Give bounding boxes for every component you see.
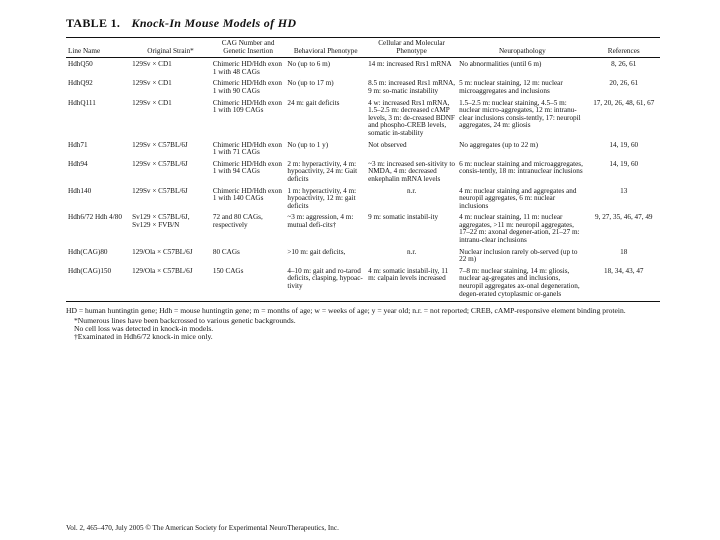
table-cell: 72 and 80 CAGs, respectively bbox=[212, 213, 263, 229]
table-row bbox=[66, 213, 660, 247]
table-cell: 150 CAGs bbox=[212, 266, 244, 275]
column-header: Line Name bbox=[68, 46, 101, 55]
table-cell: Chimeric HD/Hdh exon 1 with 109 CAGs bbox=[212, 98, 282, 115]
table-cell: 129Sv × CD1 bbox=[132, 98, 172, 107]
table-cell: 4–10 m: gait and ro-tarod deficits, clasping, hypoac-tivity bbox=[287, 266, 363, 291]
table-row bbox=[66, 187, 660, 214]
table-cell: Sv129 × C57BL/6J, Sv129 × FVB/N bbox=[132, 213, 190, 229]
table-cell: ~3 m: increased sen-sitivity to NMDA, 4 m: decreased enkephalin mRNA levels bbox=[368, 159, 455, 183]
table-cell: 24 m: gait deficits bbox=[287, 98, 340, 107]
table-cell: Hdh140 bbox=[68, 186, 92, 195]
table-row bbox=[66, 79, 660, 98]
table-cell: 80 CAGs bbox=[212, 247, 240, 256]
table-cell: No aggregates (up to 22 m) bbox=[459, 140, 538, 149]
table-cell: n.r. bbox=[407, 247, 417, 256]
column-header: Original Strain* bbox=[147, 46, 194, 55]
table-cell: >10 m: gait deficits, bbox=[287, 247, 346, 256]
table-cell: HdhQ111 bbox=[68, 98, 96, 107]
table-cell: Nuclear inclusion rarely ob-served (up to 22 m) bbox=[459, 247, 578, 264]
table-row bbox=[66, 99, 660, 141]
table-row bbox=[66, 141, 660, 160]
table-cell: 4 m: nuclear staining and aggregates and neuropil aggregates, 6 m: nuclear inclusions bbox=[459, 186, 577, 210]
table-cell: Hdh6/72 Hdh 4/80 bbox=[68, 213, 122, 222]
table-cell: HdhQ92 bbox=[68, 79, 93, 88]
table-cell: 18, 34, 43, 47 bbox=[603, 266, 644, 275]
table-cell: 6 m: nuclear staining and microaggregates, consis-tently, 18 m: intranuclear inclusions bbox=[459, 159, 583, 176]
journal-footer: Vol. 2, 465–470, July 2005 © The American Society for Experimental NeuroTherapeutics, Inc. bbox=[66, 524, 339, 532]
table-cell: 4 m: somatic instabil-ity, 11 m: calpain levels increased bbox=[368, 266, 449, 283]
table-cell: 129/Ola × C57BL/6J bbox=[132, 247, 193, 256]
table-cell: 5 m: nuclear staining, 12 m: nuclear microaggregates and inclusions bbox=[459, 79, 563, 95]
footnote-cell-loss: No cell loss was detected in knock-in models. bbox=[74, 324, 214, 334]
table-cell: 129Sv × C57BL/6J bbox=[132, 186, 188, 195]
table-cell: No abnormalities (until 6 m) bbox=[459, 60, 542, 69]
table-row bbox=[66, 160, 660, 187]
table-cell: 2 m: hyperactivity, 4 m: hypoactivity, 24 m: Gait deficits bbox=[287, 159, 358, 183]
table-cell: 129/Ola × C57BL/6J bbox=[132, 266, 193, 275]
table-cell: Chimeric HD/Hdh exon 1 with 90 CAGs bbox=[212, 79, 282, 95]
column-header: Behavioral Phenotype bbox=[293, 46, 358, 55]
table-cell: 4 m: nuclear staining, 11 m: nuclear aggregates, >11 m: neuropil aggregates, 17–22 m: axonal degener-ation, 21–27 m: intranu-clear inclusions bbox=[459, 213, 580, 245]
table-row bbox=[66, 58, 660, 79]
table-cell: Chimeric HD/Hdh exon 1 with 140 CAGs bbox=[212, 186, 282, 203]
footnote-strains: *Numerous lines have been backcrossed to various genetic backgrounds. bbox=[74, 315, 296, 325]
table-cell: 8.5 m: increased Rrs1 mRNA, 9 m: so-matic instability bbox=[368, 79, 456, 95]
paper-page bbox=[66, 14, 660, 342]
table-cell: Hdh94 bbox=[68, 159, 88, 168]
table-cell: n.r. bbox=[407, 186, 417, 195]
table-cell: 129Sv × CD1 bbox=[132, 79, 172, 88]
table-cell: Chimeric HD/Hdh exon 1 with 48 CAGs bbox=[212, 60, 282, 76]
table-row bbox=[66, 267, 660, 301]
table-cell: 20, 26, 61 bbox=[609, 79, 639, 88]
table-label: TABLE 1. bbox=[66, 16, 121, 30]
column-header: Neuropathology bbox=[498, 46, 546, 55]
table-cell: ~3 m: aggression, 4 m: mutual defi-cits† bbox=[287, 213, 354, 229]
table-notes bbox=[66, 307, 660, 342]
table-row bbox=[66, 248, 660, 267]
table-cell: 7–8 m: nuclear staining, 14 m: gliosis, nuclear ag-gregates and inclusions, neuropil aggregates ax-onal degeneration, degen-erated cytoplasmic or-ganels bbox=[459, 266, 580, 298]
table-cell: 4 w: increased Rrs1 mRNA, 1.5–2.5 m: decreased cAMP levels, 3 m: de-creased BDNF and phospho-CREB levels, somatic in-stability bbox=[368, 98, 455, 137]
table-cell: Chimeric HD/Hdh exon 1 with 94 CAGs bbox=[212, 159, 282, 176]
table-cell: 13 bbox=[620, 186, 628, 195]
table-cell: 14, 19, 60 bbox=[609, 140, 639, 149]
footnote-examinated: †Examinated in Hdh6/72 knock-in mice only. bbox=[74, 332, 213, 342]
table-cell: Hdh(CAG)80 bbox=[68, 247, 108, 256]
table-cell: 9 m: somatic instabil-ity bbox=[368, 213, 439, 222]
table-cell: 18 bbox=[620, 247, 628, 256]
table-cell: 1 m: hyperactivity, 4 m: hypoactivity, 12 m: gait deficits bbox=[287, 186, 357, 210]
table-cell: 14 m: increased Rrs1 mRNA bbox=[368, 60, 452, 69]
table-cell: Hdh(CAG)150 bbox=[68, 266, 112, 275]
table-cell: 129Sv × C57BL/6J bbox=[132, 159, 188, 168]
table-cell: No (up to 1 y) bbox=[287, 140, 329, 149]
table-cell: No (up to 6 m) bbox=[287, 60, 331, 69]
table-cell: HdhQ50 bbox=[68, 60, 93, 69]
table-cell: No (up to 17 m) bbox=[287, 79, 334, 88]
column-header: CAG Number and Genetic Insertion bbox=[221, 39, 275, 55]
table-header-row bbox=[66, 38, 660, 57]
table-title bbox=[66, 16, 660, 31]
table-cell: Chimeric HD/Hdh exon 1 with 71 CAGs bbox=[212, 140, 282, 157]
table-cell: 17, 20, 26, 48, 61, 67 bbox=[593, 98, 655, 107]
column-header: Cellular and Molecular Phenotype bbox=[378, 39, 445, 55]
abbreviations-note: HD = human huntingtin gene; Hdh = mouse huntingtin gene; m = months of age; w = weeks of age; y = year old; n.r. = not reported; CREB, cAMP-responsive element binding protein. bbox=[66, 306, 626, 316]
column-header: References bbox=[607, 46, 640, 55]
table-cell: 9, 27, 35, 46, 47, 49 bbox=[595, 213, 653, 222]
table-cell: 129Sv × C57BL/6J bbox=[132, 140, 188, 149]
table-cell: Not observed bbox=[368, 140, 407, 149]
table-cell: 14, 19, 60 bbox=[609, 159, 639, 168]
table-cell: 8, 26, 61 bbox=[611, 60, 637, 69]
table-cell: 129Sv × CD1 bbox=[132, 60, 172, 69]
bottom-rule bbox=[66, 301, 660, 302]
knock-in-table bbox=[66, 38, 660, 301]
table-cell: Hdh71 bbox=[68, 140, 88, 149]
table-cell: 1.5–2.5 m: nuclear staining, 4.5–5 m: nuclear micro-aggregates, 12 m: intranu-clear inclusions consis-tently, 17: neuropil aggregates, 24 m: gliosis bbox=[459, 98, 581, 130]
table-name: Knock-In Mouse Models of HD bbox=[131, 16, 297, 30]
